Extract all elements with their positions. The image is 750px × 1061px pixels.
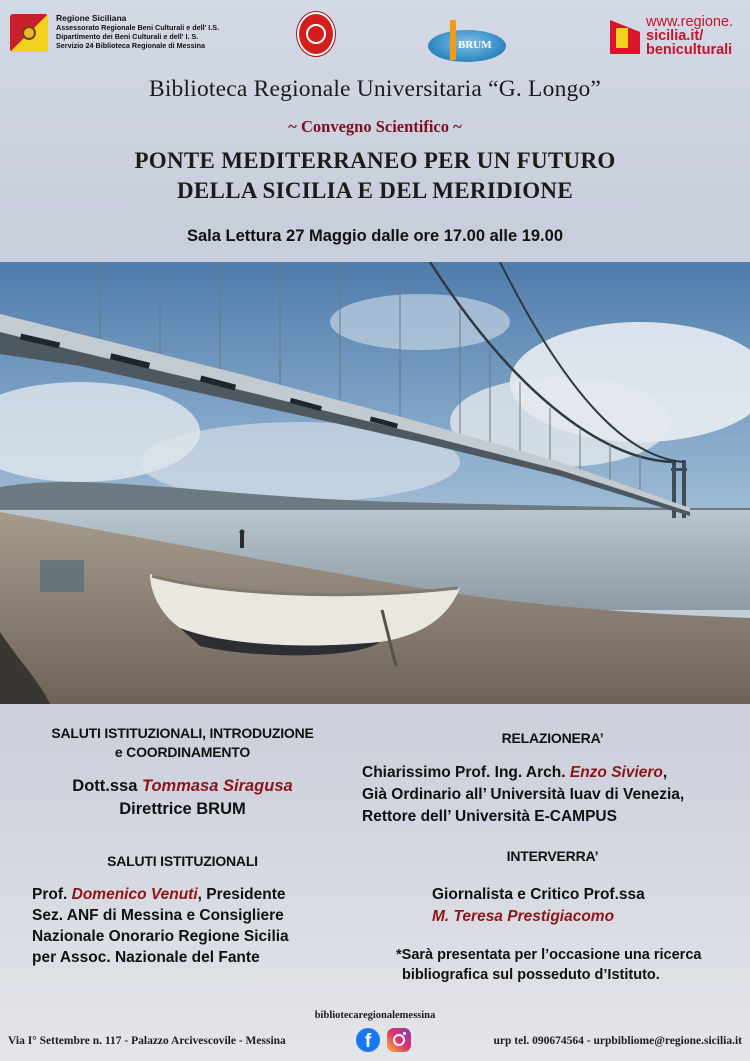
coordinator-name: Tommasa Siragusa bbox=[141, 777, 293, 795]
institutional-greetings-heading-2: SALUTI ISTITUZIONALI bbox=[107, 853, 258, 869]
trinacria-logo-icon bbox=[10, 14, 48, 52]
event-venue-datetime: Sala Lettura 27 Maggio dalle ore 17.00 alle 19.00 bbox=[186, 227, 563, 245]
main-speaker-prefix: Chiarissimo Prof. Ing. Arch. bbox=[362, 764, 570, 781]
guest-line-1: Giornalista e Critico Prof.ssa bbox=[432, 886, 645, 903]
greeting-speaker-name: Domenico Venuti bbox=[71, 886, 198, 903]
bibliography-note-line-2: bibliografica sul posseduto d’Istituto. bbox=[402, 967, 660, 983]
main-speaker-line-3: Rettore dell’ Università E-CAMPUS bbox=[362, 808, 617, 825]
region-line-2: Assessorato Regionale Beni Culturali e dell' I.S. bbox=[56, 23, 220, 32]
event-type: ~ Convegno Scientifico ~ bbox=[288, 117, 462, 136]
brum-logo-label: BRUM bbox=[458, 39, 492, 51]
greeting-speaker-line-1 bbox=[32, 884, 342, 905]
coordinator-prefix: Dott.ssa bbox=[72, 777, 142, 795]
library-title: Biblioteca Regionale Universitaria “G. Longo” bbox=[148, 76, 602, 102]
greeting-speaker-block bbox=[32, 884, 342, 968]
greeting-speaker-role-2: Sez. ANF di Messina e Consigliere bbox=[32, 907, 284, 924]
coordinator-role: Direttrice BRUM bbox=[119, 800, 246, 818]
footer-contact: urp tel. 090674564 - urpbibliome@regione.sicilia.it bbox=[493, 1035, 742, 1047]
sicilia-mark-icon bbox=[610, 20, 640, 54]
institutional-greetings-heading-line-2: e COORDINAMENTO bbox=[114, 744, 251, 760]
main-speaker-line-1 bbox=[362, 762, 750, 784]
main-speaker-name: Enzo Siviero bbox=[569, 764, 663, 781]
greeting-speaker-role-4: per Assoc. Nazionale del Fante bbox=[32, 949, 260, 966]
region-text bbox=[56, 14, 219, 52]
guest-block bbox=[432, 884, 732, 928]
event-title-line-1: PONTE MEDITERRANEO PER UN FUTURO bbox=[134, 148, 616, 173]
intervention-heading: INTERVERRA’ bbox=[506, 848, 599, 864]
main-speaker-comma: , bbox=[662, 764, 668, 781]
header-logos bbox=[0, 0, 750, 70]
speaker-heading: RELAZIONERA’ bbox=[501, 730, 604, 746]
institutional-greetings-heading-line-1: SALUTI ISTITUZIONALI, INTRODUZIONE bbox=[51, 725, 314, 741]
event-title bbox=[0, 146, 750, 206]
beniculturali-logo-line-1: www.regione. bbox=[646, 14, 734, 30]
fante-association-logo-icon bbox=[297, 12, 335, 56]
bridge-photo bbox=[0, 262, 750, 704]
brum-logo bbox=[428, 18, 508, 62]
main-speaker-line-2: Già Ordinario all’ Università Iuav di Venezia, bbox=[362, 786, 685, 803]
institutional-greetings-heading bbox=[20, 724, 345, 762]
instagram-icon[interactable] bbox=[387, 1028, 411, 1052]
greeting-speaker-role-3: Nazionale Onorario Regione Sicilia bbox=[32, 928, 289, 945]
bibliography-note-line-1: *Sarà presentata per l’occasione una ricerca bbox=[396, 947, 702, 963]
beniculturali-logo bbox=[610, 14, 745, 60]
greeting-speaker-prefix: Prof. bbox=[32, 886, 72, 903]
region-line-1: Regione Siciliana bbox=[56, 13, 127, 23]
guest-name: M. Teresa Prestigiacomo bbox=[432, 908, 615, 925]
beniculturali-logo-line-2: sicilia.it/ bbox=[646, 28, 704, 44]
bibliography-note bbox=[396, 945, 746, 985]
region-line-4: Servizio 24 Biblioteca Regionale di Messina bbox=[56, 41, 205, 50]
footer-address: Via I° Settembre n. 117 - Palazzo Arcivescovile - Messina bbox=[8, 1035, 286, 1047]
event-title-line-2: DELLA SICILIA E DEL MERIDIONE bbox=[177, 178, 573, 203]
coordinator-name-line bbox=[20, 775, 345, 798]
regione-siciliana-block bbox=[10, 14, 219, 52]
beniculturali-logo-line-3: beniculturali bbox=[646, 42, 733, 58]
greeting-speaker-role-1: , Presidente bbox=[197, 886, 286, 903]
facebook-icon[interactable]: f bbox=[356, 1028, 380, 1052]
coordinator-block bbox=[20, 775, 345, 821]
main-speaker-block bbox=[362, 762, 750, 828]
footer-social-handle: bibliotecaregionalemessina bbox=[314, 1010, 436, 1021]
region-line-3: Dipartimento dei Beni Culturali e dell' I. S. bbox=[56, 32, 199, 41]
